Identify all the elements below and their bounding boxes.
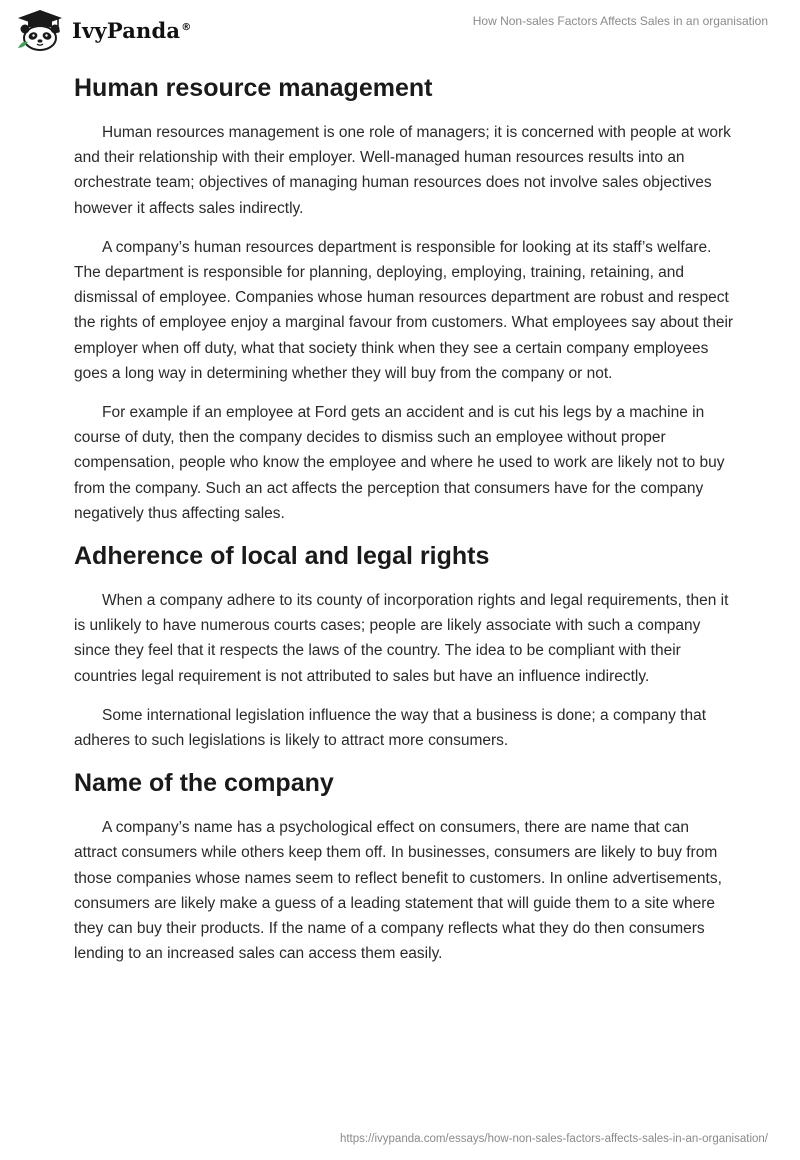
section-heading: Name of the company bbox=[74, 769, 334, 798]
paragraph: For example if an employee at Ford gets an accident and is cut his legs by a machine in course of duty, then the company decides to dismiss such an employee without proper compensation, people who know the employee and where he used to work are likely not to buy from the company. Such an act affects the perception that consumers have for the company negatively thus affecting sales. bbox=[74, 404, 725, 522]
paragraph: A company’s human resources department is responsible for looking at its staff’s welfare. The department is responsible for planning, deploying, employing, training, retaining, and dismissal of employee. Companies whose human resources department are robust and respect the rights of employee enjoy a marginal favour from customers. What employees say about their employer when off duty, what that society think when they see a certain company employees goes a long way in determining whether they will buy from the company or not. bbox=[74, 238, 734, 382]
ivypanda-logo[interactable] bbox=[14, 8, 191, 52]
section-heading: Human resource management bbox=[74, 74, 433, 102]
document-title: How Non-sales Factors Affects Sales in an organisation bbox=[472, 14, 768, 28]
paragraph: Some international legislation influence the way that a business is done; a company that adheres to such legislations is likely to attract more consumers. bbox=[74, 706, 707, 750]
paragraph: Human resources management is one role of managers; it is concerned with people at work and their relationship with their employer. Well-managed human resources results into an orchestrate team; objectives of managing human resources does not involve sales objectives however it affects sales indirectly. bbox=[74, 124, 731, 217]
section-company-name bbox=[74, 767, 734, 966]
brand-name: IvyPanda® bbox=[72, 17, 192, 43]
page-header bbox=[0, 0, 800, 60]
section-human-resource bbox=[74, 72, 734, 526]
panda-graduation-icon bbox=[14, 8, 66, 52]
section-heading: Adherence of local and legal rights bbox=[74, 542, 490, 571]
essay-content bbox=[74, 72, 734, 980]
paragraph: When a company adhere to its county of incorporation rights and legal requirements, then it is unlikely to have numerous courts cases; people are likely associate with such a company since they feel that it respects the laws of the country. The idea to be compliant with their countries legal requirement is not attributed to sales but have an influence indirectly. bbox=[74, 592, 729, 685]
registered-mark: ® bbox=[181, 21, 192, 33]
section-legal-rights bbox=[74, 540, 734, 753]
paragraph: A company’s name has a psychological effect on consumers, there are name that can attract consumers while others keep them off. In businesses, consumers are likely to buy from those companies whose names seem to reflect benefit to customers. In online advertisements, consumers are likely make a guess of a leading statement that will guide them to a site where they can buy their products. If the name of a company reflects what they do then consumers lending to an increased sales can access them easily. bbox=[74, 819, 722, 963]
source-url-link[interactable]: https://ivypanda.com/essays/how-non-sales-factors-affects-sales-in-an-organisation/ bbox=[339, 1133, 768, 1145]
